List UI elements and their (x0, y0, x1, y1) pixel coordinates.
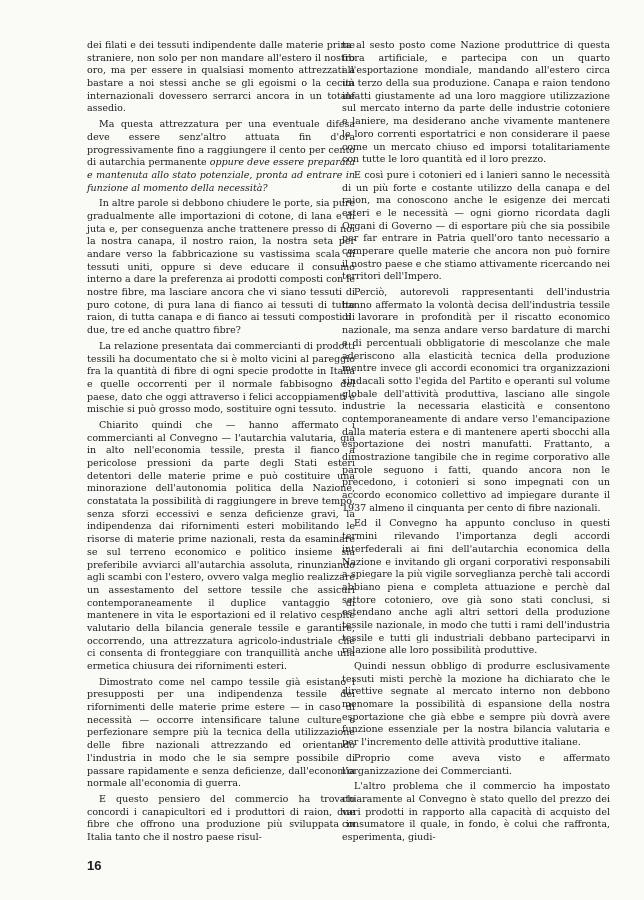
paragraph: Chiarito quindi che — hanno affermato i commercianti al Convegno — l'autarchia valutaria, già in alto nell'economia tessile, presta il fianco a pericolose pressioni da parte degli Stati esteri detentori delle materie prime e può costituire una minorazione dell'autonomia politica della Nazione, constatata la possibilità di raggiungere in breve tempo, senza sforzi eccessivi e senza deficienze gravi, la indipendenza dai rifornimenti esteri mobilitando le risorse di materie prime nazionali, resta da esaminare se sul terreno economico e politico insieme sia preferibile avviarci all'autarchia assoluta, rinunziando agli scambi con l'estero, ovvero valga meglio realizzare un assestamento del settore tessile che assicuri contemporaneamente il duplice vantaggio di mantenere in vita le esportazioni ed il relativo cespite valutario della bilancia generale tessile e garantire, occorrendo, una attrezzatura agricolo-industriale che ci consenta di fronteggiare con tranquillità anche una ermetica chiusura dei rifornimenti esteri. (87, 419, 355, 672)
paragraph: In altre parole si debbono chiudere le porte, sia pure gradualmente alle importazioni di cotone, di lana e di juta e, per conseguenza anche trattenere presso di noi la nostra canapa, il nostro raion, la nostra seta per andare verso la fabbricazione su vastissima scala di tessuti uniti, oppure si deve educare il consumo interno a dare la preferenza ai prodotti composti con le nostre fibre, ma lasciare ancora che vi siano tessuti di puro cotone, di pura lana di fianco ai tessuti di tutto raion, di tutta canapa e di fianco ai tessuti composti di due, tre ed anche quattro fibre? (87, 198, 355, 337)
paragraph: E così pure i cotonieri ed i lanieri sanno le necessità di un più forte e costante utilizzo della canapa e del raion, ma conoscono anche le esigenze dei mercati esteri e le necessità — ogni giorno ricordata dagli Organi di Governo — di esportare più che sia possibile per far entrare in Patria quell'oro tanto necessario a comperare quelle materie che ancora non può fornire il nostro paese e che stiamo attivamente ricercando nei territori dell'Impero. (342, 169, 610, 283)
paragraph: Perciò, autorevoli rappresentanti dell'industria hanno affermato la volontà decisa dell'industria tessile di lavorare in profondità per il riscatto economico nazionale, ma senza andare verso bardature di marchi e di percentuali obbligatorie di mescolanze che male aderiscono alla elasticità tecnica della produzione mentre invece gli accordi economici tra organizzazioni sindacali sotto l'egida del Partito e operanti sul volume globale dell'attività produttiva, lasciano alle singole industrie la necessaria elasticità e consentono contemporaneamente di andare verso l'emancipazione dalla materia estera e di mantenere aperti sbocchi alla esportazione dei nostri manufatti. Frattanto, a dimostrazione tangibile che in regime corporativo alle parole seguono i fatti, quando ancora non le precedono, i cotonieri si sono impegnati con un accordo economico collettivo ad impiegare durante il 1937 almeno il cinquanta per cento di fibre nazionali. (342, 287, 610, 514)
paragraph: Quindi nessun obbligo di produrre esclusivamente tessuti misti perchè la mozione ha dichiarato che le direttive segnate al mercato interno non debbono menomare la possibilità di espansione della nostra esportazione che già ebbe e sempre più dovrà avere funzione essenziale per la nostra bilancia valutaria e per l'incremento delle attività produttive italiane. (342, 661, 610, 749)
emphasized-question: oppure deve essere preparata e mantenuta allo stato potenziale, pronta ad entrare in funzione al momento della necessità? (87, 157, 355, 194)
paragraph: Dimostrato come nel campo tessile già esistano i presupposti per una indipendenza tessile dei rifornimenti delle materie prime estere — in caso di necessità — occorre intensificare talune culture e perfezionare sempre più la tecnica della utilizzazione delle fibre nazionali attrezzando ed orientando l'industria in modo che le sia sempre possibile di passare rapidamente e senza deficienze, dall'economia normale all'economia di guerra. (87, 676, 355, 790)
paragraph (87, 119, 355, 195)
paragraph: L'altro problema che il commercio ha impostato chiaramente al Convegno è stato quello del prezzo dei vari prodotti in rapporto alla capacità di acquisto del consumatore il quale, in fondo, è colui che raffronta, esperimenta, giudi- (342, 781, 610, 843)
right-column (342, 40, 610, 848)
paragraph: E questo pensiero del commercio ha trovato concordi i canapicultori ed i produttori di raion, due fibre che offrono una produzione più sviluppata in Italia tanto che il nostro paese risul- (87, 793, 355, 843)
paragraph-text: Ma questa attrezzatura per una eventuale difesa deve essere senz'altro attuata fin d'ora progressivamente fino a raggiungere il cento per cento di autarchia permanente (87, 119, 355, 169)
left-column (87, 40, 355, 848)
paragraph: Proprio come aveva visto e affermato l'organizzazione dei Commercianti. (342, 752, 610, 777)
paragraph: La relazione presentata dai commercianti di prodotti tessili ha documentato che si è molto vicini al pareggio fra la quantità di fibre di ogni specie prodotte in Italia e quelle occorrenti per il normale fabbisogno del paese, dato che oggi attraverso i felici accoppiamenti e mischie si può grosso modo, sostituire ogni tessuto. (87, 340, 355, 416)
paragraph: Ed il Convegno ha appunto concluso in questi termini rilevando l'importanza degli accordi interfederali ai fini dell'autarchia economica della Nazione e invitando gli organi corporativi responsabili a spiegare la più vigile sorveglianza perchè tali accordi abbiano piena e completa attuazione e perchè dal settore cotoniero, ove già sono stati conclusi, si estendano anche agli altri settori della produzione tessile nazionale, in modo che tutti i rami dell'industria tessile e tutti gli industriali debbano parteciparvi in relazione alle loro possibilità produttive. (342, 518, 610, 657)
paragraph: ta al sesto posto come Nazione produttrice di questa fibra artificiale, e partecipa con un quarto all'esportazione mondiale, mandando all'estero circa un terzo della sua produzione. Canapa e raion tendono infatti giustamente ad una loro maggiore utilizzazione sul mercato interno da parte delle industrie cotoniere e laniere, ma desiderano anche vivamente mantenere le loro correnti esportatrici e non considerare il paese come un mercato chiuso ed imporsi totalitariamente con tutte le loro quantità ed il loro prezzo. (342, 40, 610, 166)
page-number: 16 (87, 858, 102, 873)
paragraph: dei filati e dei tessuti indipendente dalle materie prime straniere, non solo per non mandare all'estero il nostro oro, ma per essere in qualsiasi momento attrezzati a bastare a noi stessi anche se gli egoismi o la cecità internazionali dovessero serrarci ancora in un totale assedio. (87, 40, 355, 115)
